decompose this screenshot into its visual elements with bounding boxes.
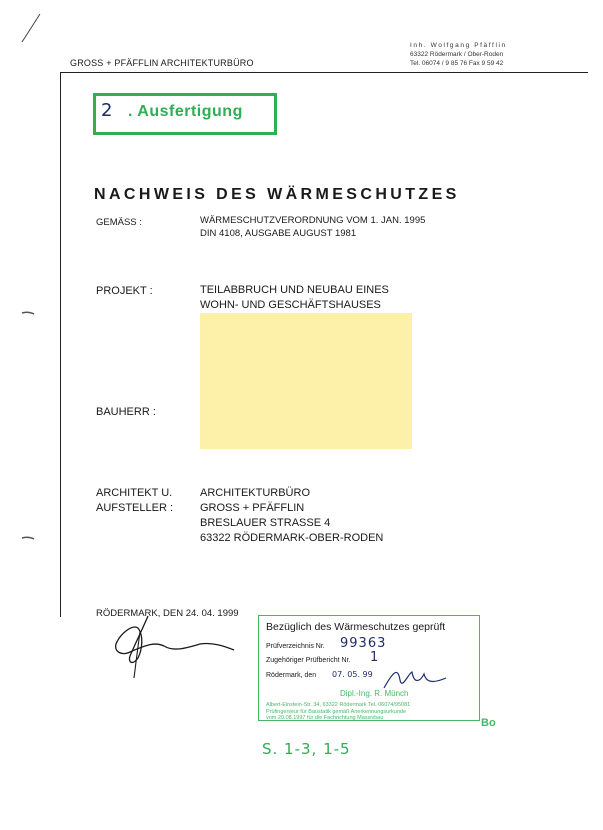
projekt-label: PROJEKT : [96,285,153,297]
date-line: RÖDERMARK, DEN 24. 04. 1999 [96,608,239,619]
gemaess-value [200,214,425,240]
redaction-box [200,313,412,449]
architekt-line-1: ARCHITEKTURBÜRO [200,487,311,499]
approver-address-1: Albert-Einstein-Str. 34, 63322 Rödermark Tel. 06074/95081 [266,702,411,708]
architekt-line-2: GROSS + PFÄFFLIN [200,502,305,514]
firm-name: GROSS + PFÄFFLIN ARCHITEKTURBÜRO [70,58,254,68]
projekt-value [200,283,389,313]
corner-pen-mark [22,14,40,42]
gemaess-line-2: DIN 4108, AUSGABE AUGUST 1981 [200,228,357,239]
gemaess-label: GEMÄSS : [96,217,142,228]
document-title: NACHWEIS DES WÄRMESCHUTZES [94,186,460,203]
punch-mark-top [22,312,34,314]
projekt-line-1: TEILABBRUCH UND NEUBAU EINES [200,284,389,296]
architekt-label [96,486,173,516]
approver-address-2: Prüfingenieur für Baustatik gemäß Anerkennungsurkunde [266,708,407,715]
architekt-label-1: ARCHITEKT U. [96,487,173,499]
architect-signature [108,612,238,684]
approval-date: 07. 05. 99 [332,670,373,679]
side-mark: Bo [481,717,496,729]
phone-line: Tel. 06074 / 9 85 76 Fax 9 59 42 [410,60,504,67]
registry-number-handwritten: 99363 [340,636,387,651]
architekt-address [200,486,383,546]
approver-address-3: vom 20.08.1997 für die Fachrichtung Massivbau [266,715,384,721]
approver-name: Dipl.-Ing. R. Münch [340,689,409,698]
place-label: Rödermark, den [266,672,317,679]
copy-stamp-text: . Ausfertigung [128,103,243,120]
bauherr-label: BAUHERR : [96,406,156,418]
contact-block [410,41,507,68]
owner-line: Inh. Wolfgang Pfäfflin [410,42,507,49]
architekt-line-3: BRESLAUER STRASSE 4 [200,517,331,529]
architekt-label-2: AUFSTELLER : [96,502,174,514]
frame-left-rule [60,72,61,617]
page-reference-handwritten: S. 1-3, 1-5 [262,740,351,758]
registry-label: Prüfverzeichnis Nr. [266,643,325,650]
copy-number-handwritten: 2 [101,100,113,121]
gemaess-line-1: WÄRMESCHUTZVERORDNUNG VOM 1. JAN. 1995 [200,215,426,226]
approval-heading: Bezüglich des Wärmeschutzes geprüft [266,621,446,633]
approver-address [266,702,410,722]
report-number-handwritten: 1 [370,650,379,665]
report-label: Zugehöriger Prüfbericht Nr. [266,657,351,664]
projekt-line-2: WOHN- UND GESCHÄFTSHAUSES [200,299,381,311]
architekt-line-4: 63322 RÖDERMARK-OBER-RODEN [200,532,384,544]
city-line: 63322 Rödermark / Ober-Roden [410,51,504,58]
punch-mark-bottom [22,537,34,539]
frame-top-rule [60,72,588,73]
